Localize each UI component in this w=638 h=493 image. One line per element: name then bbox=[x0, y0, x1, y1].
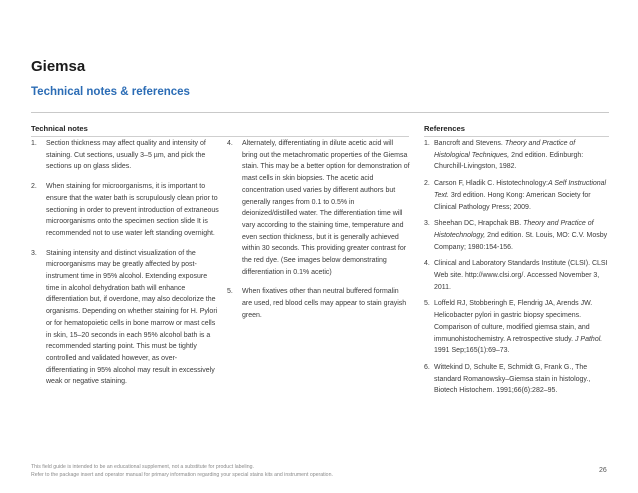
references-column bbox=[424, 138, 609, 402]
technical-notes-heading: Technical notes bbox=[31, 124, 88, 133]
note-item bbox=[227, 138, 410, 278]
page-title: Giemsa bbox=[31, 58, 86, 75]
reference-number: 6. bbox=[424, 363, 430, 371]
reference-text: Bancroft and Stevens. Theory and Practice of Histological Techniques, 2nd edition. Edinburgh: Churchill-Livingston, 1982. bbox=[434, 140, 584, 171]
note-number: 3. bbox=[31, 249, 37, 257]
note-item bbox=[31, 181, 219, 240]
note-text: When staining for microorganisms, it is important to ensure that the water bath is scrupulously clean prior to sectioning in order to prevent introduction of extraneous microorganisms onto the specimen section slide It is recommended not to use water left standing overnight. bbox=[46, 183, 219, 237]
reference-item bbox=[424, 138, 609, 173]
notes-column-left bbox=[31, 138, 219, 396]
reference-text: Clinical and Laboratory Standards Institute (CLSI). CLSI Web site. http://www.clsi.org/. Accessed November 3, 2011. bbox=[434, 260, 608, 291]
note-text: Staining intensity and distinct visualization of the microorganisms may be greatly affected by post-instrument time in 95% alcohol. Extending exposure time in alcohol dehydration bath will enhance differentiation but, if overdone, may also decolorize the organisms. Depending on whether staining for H. Pylori or for hematopoietic cells in bone marrow or mast cells in skin, 15–20 seconds in each 95% alcohol bath is a recommended starting point. This must be tightly controlled and validated however, as over-differentiating in 95% alcohol may result in excessively weak or negative staining. bbox=[46, 249, 218, 386]
reference-item bbox=[424, 218, 609, 253]
references-heading-divider bbox=[424, 136, 609, 137]
note-text: Alternately, differentiating in dilute acetic acid will bring out the metachromatic properties of the Giemsa stain. This may be a better option for demonstration of mast cells in skin biopsies. The acetic acid concentration used varies by different authors but generally ranges from 0.1 to 0.5% in deionized/distilled water. The differentiation time will vary according to the staining time, temperature and even section thickness, but it is generally achieved within 30 seconds. This providing greater contrast for the red dye. (See images below demonstrating differentiation in 0.1% acetic) bbox=[242, 140, 410, 276]
reference-item bbox=[424, 298, 609, 357]
note-number: 4. bbox=[227, 140, 233, 147]
reference-number: 4. bbox=[424, 260, 430, 268]
reference-number: 2. bbox=[424, 180, 430, 188]
note-item bbox=[31, 248, 219, 388]
note-number: 1. bbox=[31, 140, 37, 147]
reference-number: 5. bbox=[424, 300, 430, 308]
footer-disclaimer-line: Refer to the package insert and operator manual for primary information regarding your special stains kits and instrument operation. bbox=[31, 472, 333, 478]
reference-text: Sheehan DC, Hrapchak BB. Theory and Practice of Histotechnology, 2nd edition. St. Louis, MO: C.V. Mosby Company; 1980:154-156. bbox=[434, 220, 608, 251]
reference-item bbox=[424, 362, 609, 397]
note-text: Section thickness may affect quality and intensity of staining. Cut sections, usually 3–5 µm, and pick the sections up on glass slides. bbox=[46, 140, 206, 171]
reference-text: Carson F, Hladik C. Histotechnology:A Self Instructional Text. 3rd edition. Hong Kong: American Society for Clinical Pathology Press; 2009. bbox=[434, 180, 607, 211]
top-divider bbox=[31, 112, 609, 113]
reference-text: Wittekind D, Schulte E, Schmidt G, Frank G., The standard Romanowsky–Giemsa stain in histology., Biotech Histochem. 1991;66(6):282–95. bbox=[434, 363, 591, 395]
reference-text: Loffeld RJ, Stobberingh E, Flendrig JA, Arends JW. Helicobacter pylori in gastric biopsy specimens. Comparison of culture, modified giemsa stain, and immunohistochemistry. A retrospective study. J Pathol. 1991 Sep;165(1):69–73. bbox=[434, 300, 603, 355]
notes-column-right bbox=[227, 138, 410, 330]
references-heading: References bbox=[424, 124, 465, 133]
reference-item bbox=[424, 178, 609, 213]
footer-disclaimer-line: This field guide is intended to be an educational supplement, not a substitute for product labeling. bbox=[31, 464, 254, 470]
footer-disclaimer bbox=[31, 463, 333, 479]
note-number: 5. bbox=[227, 288, 233, 296]
reference-number: 3. bbox=[424, 220, 430, 228]
page-number: 26 bbox=[599, 467, 607, 474]
note-item bbox=[31, 138, 219, 173]
reference-item bbox=[424, 258, 609, 293]
section-subtitle: Technical notes & references bbox=[31, 86, 190, 98]
notes-heading-divider bbox=[31, 136, 409, 137]
note-item bbox=[227, 286, 410, 321]
reference-number: 1. bbox=[424, 140, 430, 147]
note-text: When fixatives other than neutral buffered formalin are used, red blood cells may appear to stain grayish green. bbox=[242, 288, 407, 319]
note-number: 2. bbox=[31, 183, 37, 191]
